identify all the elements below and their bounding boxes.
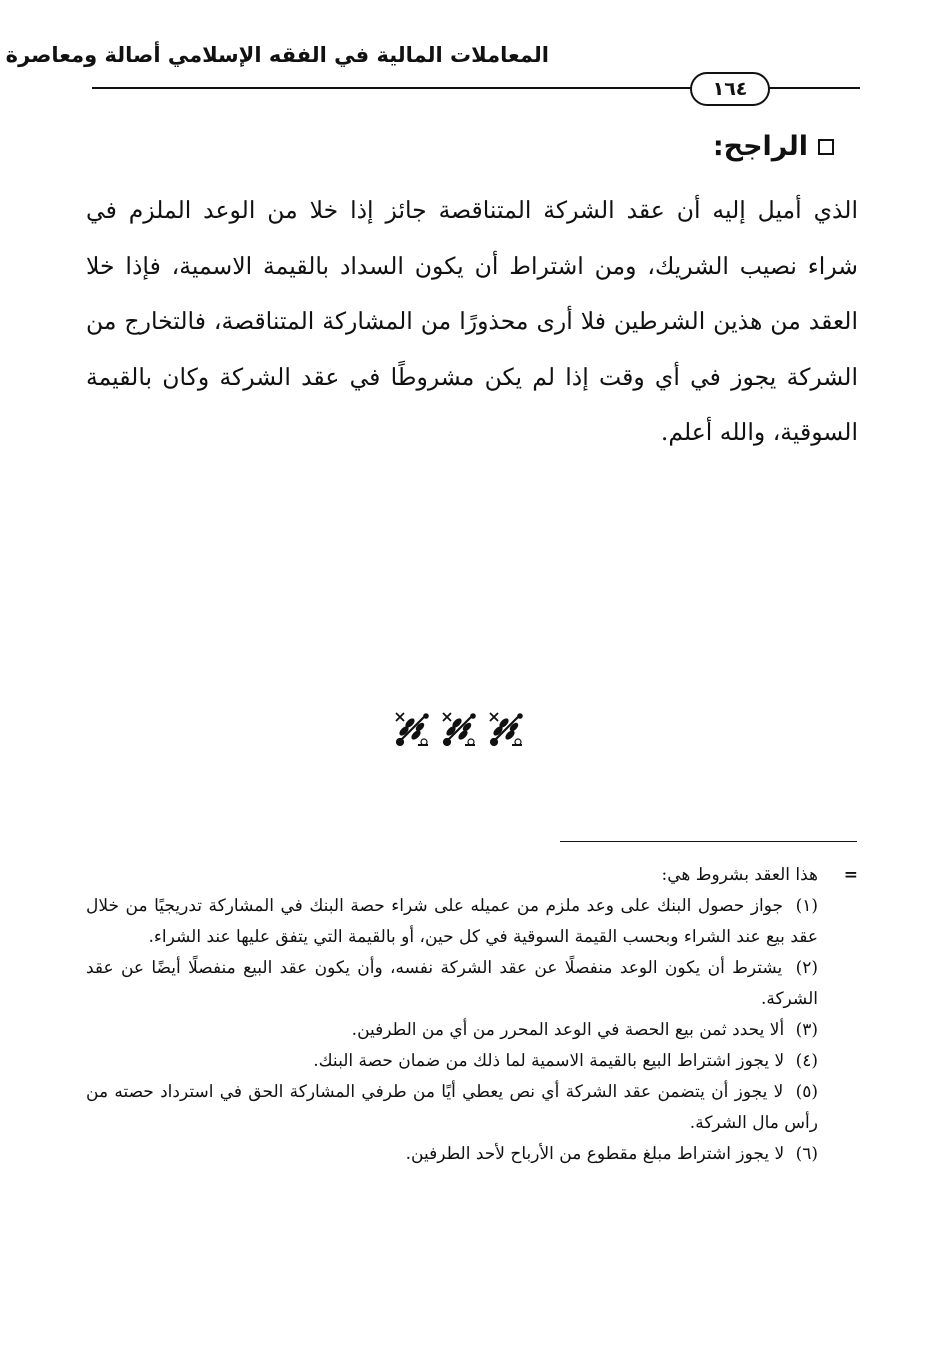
section-heading-text: الراجح:: [712, 131, 808, 162]
footnote-continuation-mark: =: [843, 865, 858, 885]
footnote-intro-text: هذا العقد بشروط هي:: [661, 865, 818, 885]
footnote-item-text: يشترط أن يكون الوعد منفصلًا عن عقد الشركة نفسه، وأن يكون عقد البيع منفصلًا أيضًا عن عقد الشركة.: [86, 958, 818, 1009]
footnote-item-number: (٥): [795, 1082, 818, 1102]
section-heading: [713, 128, 834, 166]
floral-ornament-icon: [392, 709, 432, 749]
footnote-separator: [560, 841, 857, 842]
footnotes: [86, 860, 858, 1170]
floral-ornament-icon: [439, 709, 479, 749]
footnote-item-number: (٤): [795, 1051, 818, 1071]
footnote-item-text: ألا يحدد ثمن بيع الحصة في الوعد المحرر من أي من الطرفين.: [351, 1020, 785, 1040]
footnote-item-number: (٦): [795, 1144, 818, 1164]
footnote-item-number: (٢): [795, 958, 818, 978]
footnote-item: [86, 953, 858, 1015]
footnote-intro: [86, 860, 858, 891]
footnote-item: [86, 1046, 858, 1077]
footnote-item: [86, 1015, 858, 1046]
footnote-item: [86, 1139, 858, 1170]
body-paragraph: الذي أميل إليه أن عقد الشركة المتناقصة جائز إذا خلا من الوعد الملزم في شراء نصيب الشريك، ومن اشتراط أن يكون السداد بالقيمة الاسمية، فإذا خلا العقد من هذين الشرطين فلا أرى محذورًا من المشاركة المتناقصة، فالتخارج من الشركة يجوز في أي وقت إذا لم يكن مشروطًا في عقد الشركة وكان بالقيمة السوقية، والله أعلم.: [86, 196, 858, 446]
footnote-item-number: (٣): [795, 1020, 818, 1040]
running-title: المعاملات المالية في الفقه الإسلامي أصالة ومعاصرة: [5, 43, 549, 67]
floral-ornament-icon: [486, 709, 526, 749]
footnote-item-text: لا يجوز أن يتضمن عقد الشركة أي نص يعطي أيًا من طرفي المشاركة الحق في استرداد حصته من رأس مال الشركة.: [86, 1082, 818, 1133]
square-bullet-icon: [818, 139, 834, 155]
footnote-item-text: لا يجوز اشتراط مبلغ مقطوع من الأرباح لأحد الطرفين.: [405, 1144, 785, 1164]
footnote-item: [86, 891, 858, 953]
page-number: ١٦٤: [690, 72, 770, 106]
footnote-item: [86, 1077, 858, 1139]
footnote-item-text: لا يجوز اشتراط البيع بالقيمة الاسمية لما ذلك من ضمان حصة البنك.: [313, 1051, 785, 1071]
footnote-item-number: (١): [795, 896, 818, 916]
section-divider-ornament: [392, 708, 526, 750]
footnote-item-text: جواز حصول البنك على وعد ملزم من عميله على شراء حصة البنك في المشاركة تدريجيًا من خلال عقد بيع عند الشراء وبحسب القيمة السوقية في كل حين، أو بالقيمة التي يتفق عليها عند الشراء.: [86, 896, 818, 947]
